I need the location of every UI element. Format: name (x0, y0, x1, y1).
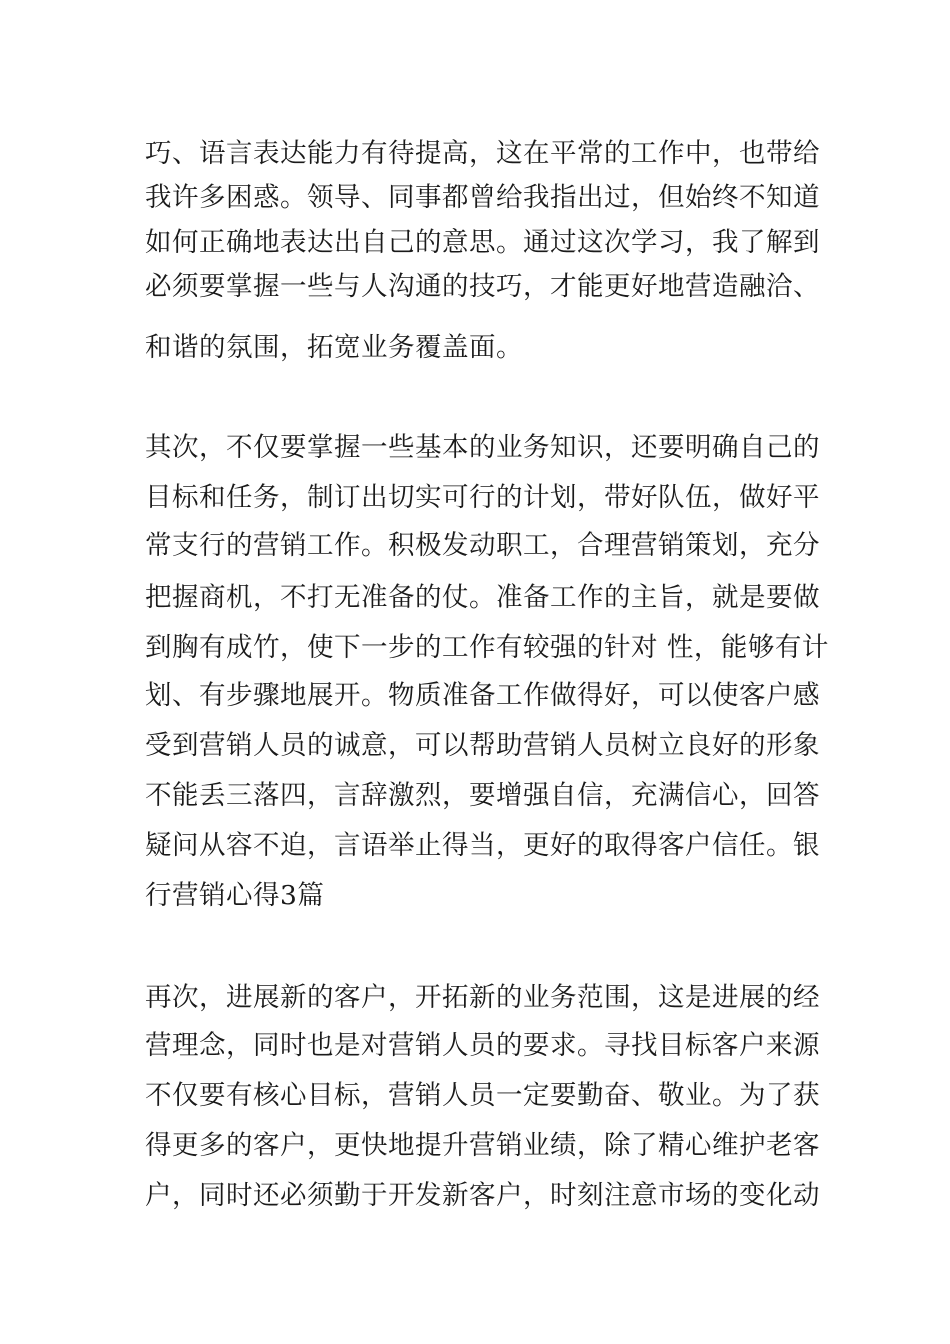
paragraph-1-line-4: 必须要掌握一些与人沟通的技巧，才能更好地营造融洽、 (145, 271, 820, 302)
paragraph-1-line-1: 巧、语言表达能力有待提高，这在平常的工作中，也带给 (145, 138, 820, 169)
paragraph-2-line-4: 把握商机，不打无准备的仗。准备工作的主旨，就是要做 (145, 582, 820, 613)
paragraph-3-line-4: 得更多的客户，更快地提升营销业绩，除了精心维护老客 (145, 1130, 820, 1161)
paragraph-3-line-1: 再次，进展新的客户，开拓新的业务范围，这是进展的经 (145, 982, 820, 1013)
paragraph-2-line-6: 划、有步骤地展开。物质准备工作做得好，可以使客户感 (145, 680, 820, 711)
paragraph-1-line-3: 如何正确地表达出自己的意思。通过这次学习，我了解到 (145, 227, 820, 258)
paragraph-3-line-2: 营理念，同时也是对营销人员的要求。寻找目标客户来源 (145, 1030, 820, 1061)
paragraph-2-line-8: 不能丢三落四，言辞激烈，要增强自信，充满信心，回答 (145, 780, 820, 811)
paragraph-3-line-5: 户，同时还必须勤于开发新客户，时刻注意市场的变化动 (145, 1180, 820, 1211)
paragraph-3-line-3: 不仅要有核心目标，营销人员一定要勤奋、敬业。为了获 (145, 1080, 820, 1111)
paragraph-2-line-2: 目标和任务，制订出切实可行的计划，带好队伍，做好平 (145, 482, 820, 513)
paragraph-2-line-3: 常支行的营销工作。积极发动职工，合理营销策划，充分 (145, 530, 820, 561)
paragraph-2-line-1: 其次，不仅要掌握一些基本的业务知识，还要明确自己的 (145, 432, 820, 463)
paragraph-2-line-9: 疑问从容不迫，言语举止得当，更好的取得客户信任。银 (145, 830, 820, 861)
paragraph-2-line-5: 到胸有成竹，使下一步的工作有较强的针对 性，能够有计 (145, 632, 829, 663)
paragraph-1-line-2: 我许多困惑。领导、同事都曾给我指出过，但始终不知道 (145, 182, 820, 213)
paragraph-2-line-10: 行营销心得3篇 (145, 880, 325, 911)
paragraph-1-line-5: 和谐的氛围，拓宽业务覆盖面。 (145, 332, 523, 363)
paragraph-2-line-7: 受到营销人员的诚意，可以帮助营销人员树立良好的形象 (145, 730, 820, 761)
